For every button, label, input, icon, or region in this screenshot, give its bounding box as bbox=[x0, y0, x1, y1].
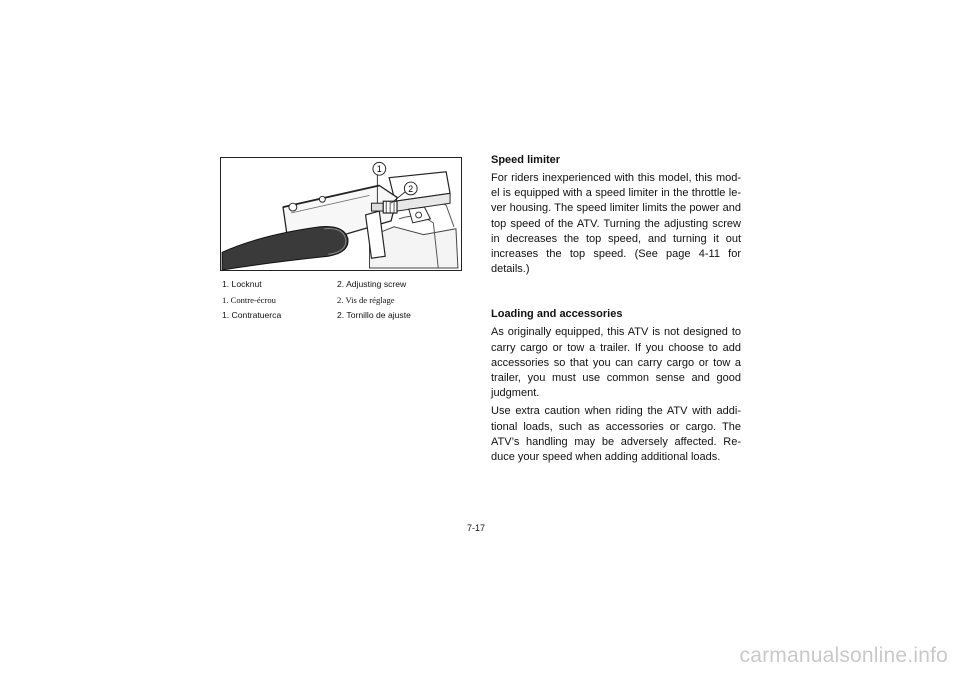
paragraph-loading-2: Use extra caution when riding the ATV with addi-tional loads, such as accessories or cargo. The ATV’s handling may be adversely affected. Re-duce your speed when adding additional loads. bbox=[491, 405, 741, 464]
callout-label-1: 1 bbox=[376, 164, 382, 175]
caption-row-english bbox=[222, 277, 462, 291]
caption-locknut-fr: 1. Contre-écrou bbox=[222, 294, 276, 305]
caption-locknut-en: 1. Locknut bbox=[222, 279, 262, 289]
caption-locknut-es: 1. Contratuerca bbox=[222, 310, 282, 321]
paragraph-speed-limiter: For riders inexperienced with this model, this mod-el is equipped with a speed limiter in the throttle le-ver housing. The speed limiter limits the power and top speed of the ATV. Turning the adjusting screw in decreases the top speed, and turning it out increases the top speed. (See page 4-11 for details.) bbox=[491, 172, 741, 276]
section-heading-loading-accessories: Loading and accessories bbox=[491, 308, 623, 321]
speed-limiter-diagram bbox=[221, 158, 461, 270]
page-number: 7-17 bbox=[467, 523, 486, 533]
body-text bbox=[491, 153, 741, 468]
caption-adjusting-screw-es: 2. Tornillo de ajuste bbox=[337, 310, 411, 321]
section-loading-accessories bbox=[491, 307, 741, 465]
paragraph-loading-1: As originally equipped, this ATV is not designed to carry cargo or tow a trailer. If you choose to add accessories so that you can carry cargo or tow a trailer, you must use common sense and good judgment. bbox=[491, 326, 741, 400]
figure-captions bbox=[222, 277, 462, 324]
site-watermark: carmanualsonline.info bbox=[739, 644, 948, 667]
throttle-lever-illustration bbox=[220, 157, 462, 271]
caption-row-french bbox=[222, 293, 462, 307]
section-heading-speed-limiter: Speed limiter bbox=[491, 154, 561, 166]
callout-label-2: 2 bbox=[408, 183, 414, 194]
caption-adjusting-screw-en: 2. Adjusting screw bbox=[337, 279, 407, 289]
caption-row-spanish bbox=[222, 308, 462, 322]
caption-adjusting-screw-fr: 2. Vis de réglage bbox=[337, 294, 395, 305]
section-speed-limiter bbox=[491, 153, 741, 277]
